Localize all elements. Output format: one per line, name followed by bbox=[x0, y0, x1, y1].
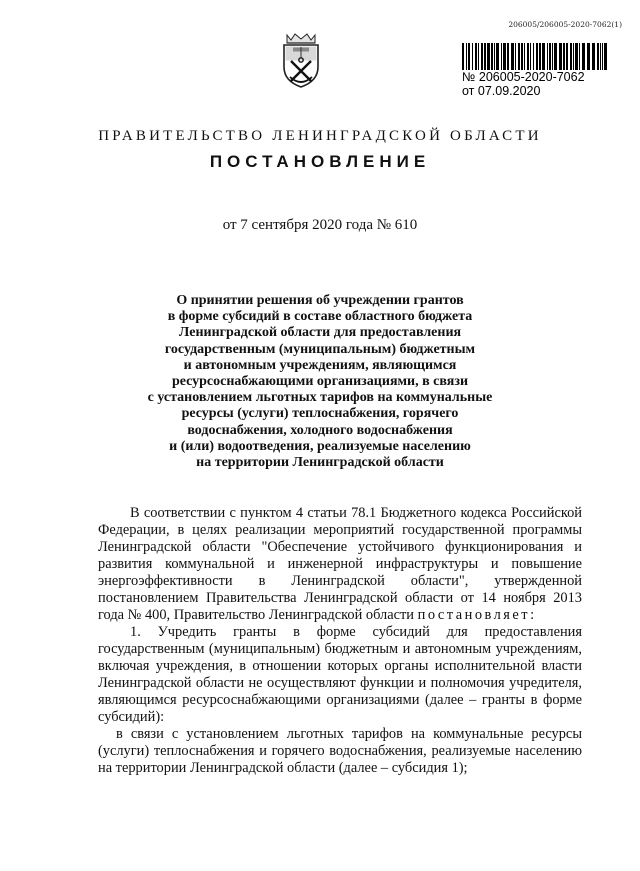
barcode-bar bbox=[481, 43, 483, 70]
barcode-bar bbox=[600, 43, 601, 70]
title-line: и автономным учреждениям, являющимся bbox=[183, 357, 457, 373]
preamble-paragraph bbox=[98, 505, 582, 624]
barcode-bar bbox=[547, 43, 548, 70]
barcode-bar bbox=[515, 43, 516, 70]
registration-stamp bbox=[462, 70, 585, 98]
barcode-bar bbox=[533, 43, 534, 70]
registration-number: № 206005-2020-7062 bbox=[462, 70, 585, 84]
document-body bbox=[98, 505, 582, 777]
barcode-bar bbox=[552, 43, 553, 70]
barcode-bar bbox=[563, 43, 565, 70]
barcode-bar bbox=[521, 43, 523, 70]
title-line: водоснабжения, холодного водоснабжения bbox=[187, 422, 453, 438]
document-date-number: от 7 сентября 2020 года № 610 bbox=[222, 217, 418, 233]
clause-1-paragraph: 1. Учредить гранты в форме субсидий для предоставления государственным (муниципальным) бюджетным и автономным учреждениям, включая учреждения, в отношении которых органы исполнительной власти Ленинградской области не осуществляют функции и полномочия учредителя, являющимся ресурсоснабжающими организациями (далее – гранты в форме субсидий): bbox=[98, 624, 582, 725]
title-line: ресурсоснабжающими организациями, в связи bbox=[171, 374, 469, 390]
title-line: в форме субсидий в составе областного бюджета bbox=[167, 309, 473, 325]
barcode-bar bbox=[575, 43, 578, 70]
barcode-bar bbox=[602, 43, 603, 70]
title-line: Ленинградской области для предоставления bbox=[178, 325, 462, 341]
barcode-bar bbox=[496, 43, 499, 70]
barcode-bar bbox=[472, 43, 473, 70]
title-line: О принятии решения об учреждении грантов bbox=[176, 293, 464, 308]
barcode-icon bbox=[462, 43, 612, 70]
barcode-bar bbox=[491, 43, 493, 70]
coat-of-arms-icon bbox=[281, 31, 321, 89]
barcode-bar bbox=[566, 43, 568, 70]
government-name: ПРАВИТЕЛЬСТВО ЛЕНИНГРАДСКОЙ ОБЛАСТИ bbox=[98, 128, 542, 144]
barcode-bar bbox=[524, 43, 525, 70]
subsidy-1-paragraph: в связи с установлением льготных тарифов на коммунальные ресурсы (услуги) теплоснабжения и горячего водоснабжения, реализуемые населению на территории Ленинградской области (далее – субсидия 1); bbox=[98, 726, 582, 776]
barcode-bar bbox=[527, 43, 529, 70]
barcode-bar bbox=[549, 43, 551, 70]
barcode-bar bbox=[536, 43, 538, 70]
barcode-bar bbox=[539, 43, 541, 70]
document-title bbox=[110, 293, 530, 471]
barcode-bar bbox=[597, 43, 599, 70]
title-line: на территории Ленинградской области bbox=[196, 455, 444, 471]
registration-date: от 07.09.2020 bbox=[462, 84, 541, 98]
barcode-bar bbox=[507, 43, 509, 70]
decree-word: постановляет: bbox=[417, 607, 537, 623]
title-line: и (или) водоотведения, реализуемые населению bbox=[169, 438, 471, 454]
barcode-bar bbox=[570, 43, 572, 70]
barcode-bar bbox=[501, 43, 502, 70]
barcode-bar bbox=[587, 43, 590, 70]
barcode-bar bbox=[468, 43, 470, 70]
title-line: государственным (муниципальным) бюджетным bbox=[164, 341, 476, 357]
barcode-bar bbox=[478, 43, 479, 70]
barcode-bar bbox=[554, 43, 557, 70]
title-line: с установлением льготных тарифов на коммунальные bbox=[147, 390, 493, 406]
document-type: ПОСТАНОВЛЕНИЕ bbox=[209, 152, 431, 171]
barcode-bar bbox=[511, 43, 514, 70]
title-line: ресурсы (услуги) теплоснабжения, горячего bbox=[181, 406, 459, 422]
barcode-bar bbox=[518, 43, 520, 70]
preamble-text: В соответствии с пунктом 4 статьи 78.1 Бюджетного кодекса Российской Федерации, в целях реализации мероприятий государственной программы Ленинградской области "Обеспечение устойчивого функционирования и развития коммунальной и инженерной инфраструктуры и повышение энергоэффективности в Ленинградской области", утвержденной постановлением Правительства Ленинградской области от 14 ноября 2013 года № 400, Правительство Ленинградской области bbox=[98, 505, 582, 623]
barcode-bar bbox=[530, 43, 531, 70]
barcode-bar bbox=[542, 43, 545, 70]
barcode-bar bbox=[573, 43, 574, 70]
barcode-bar bbox=[487, 43, 490, 70]
barcode-bar bbox=[604, 43, 607, 70]
barcode-bar bbox=[494, 43, 495, 70]
barcode-bar bbox=[475, 43, 477, 70]
barcode-bar bbox=[466, 43, 467, 70]
barcode-bar bbox=[559, 43, 562, 70]
barcode-bar bbox=[484, 43, 486, 70]
barcode-bar bbox=[582, 43, 585, 70]
barcode-bar bbox=[462, 43, 464, 70]
barcode-bar bbox=[503, 43, 506, 70]
document-id: 206005/206005-2020-7062(1) bbox=[508, 20, 622, 29]
barcode-bar bbox=[592, 43, 595, 70]
barcode-bar bbox=[579, 43, 580, 70]
